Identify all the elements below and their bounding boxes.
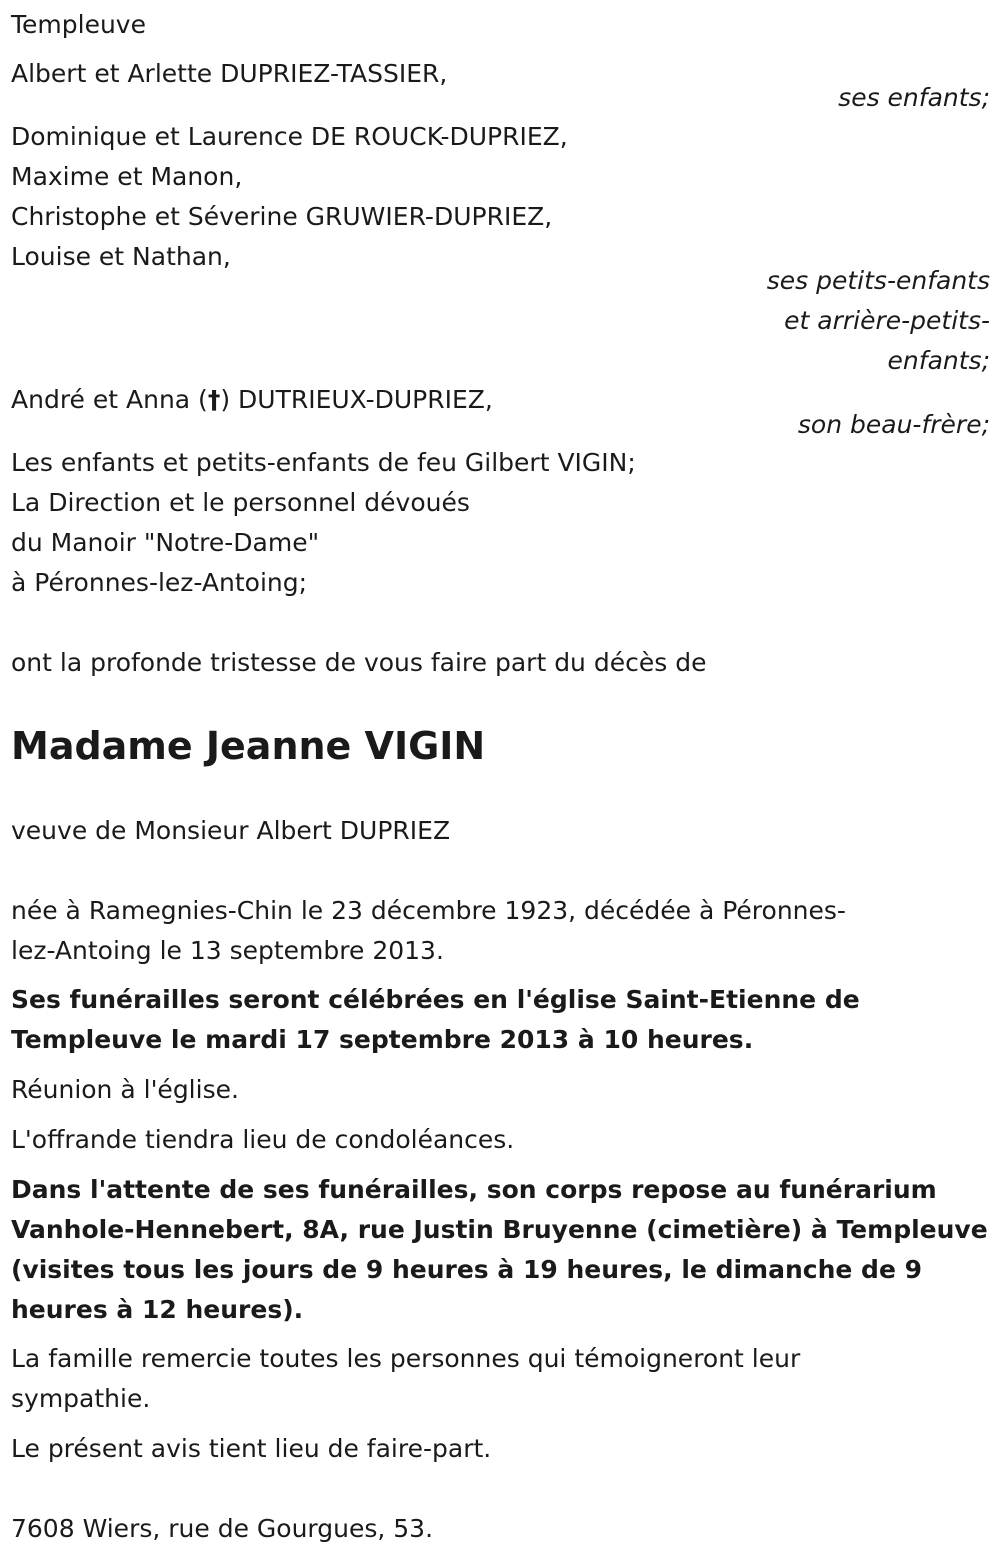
address: 7608 Wiers, rue de Gourgues, 53.	[11, 1514, 434, 1543]
grandchildren-line: Dominique et Laurence DE ROUCK-DUPRIEZ,	[11, 122, 568, 151]
brother-in-law-after: ) DUTRIEUX-DUPRIEZ,	[220, 385, 493, 414]
funeral-ceremony: Ses funérailles seront célébrées en l'église Saint-Etienne de	[11, 985, 860, 1014]
offering: L'offrande tiendra lieu de condoléances.	[11, 1125, 515, 1154]
deceased-name: Madame Jeanne VIGIN	[11, 724, 486, 768]
others-line: Les enfants et petits-enfants de feu Gilbert VIGIN;	[11, 448, 636, 477]
grandchildren-line: Christophe et Séverine GRUWIER-DUPRIEZ,	[11, 202, 553, 231]
grandchildren-role: et arrière-petits-	[784, 306, 990, 335]
funeral-ceremony: Templeuve le mardi 17 septembre 2013 à 10 heures.	[11, 1025, 754, 1054]
brother-in-law-before: André et Anna (	[11, 385, 208, 414]
birth-death: lez-Antoing le 13 septembre 2013.	[11, 936, 444, 965]
meeting: Réunion à l'église.	[11, 1075, 239, 1104]
notice: Le présent avis tient lieu de faire-part.	[11, 1434, 492, 1463]
rest-info: Vanhole-Hennebert, 8A, rue Justin Bruyenne (cimetière) à Templeuve	[11, 1215, 988, 1244]
others-line: à Péronnes-lez-Antoing;	[11, 568, 308, 597]
birth-death: née à Ramegnies-Chin le 23 décembre 1923, décédée à Péronnes-	[11, 896, 846, 925]
cross-icon: †	[207, 385, 221, 414]
children-role: ses enfants;	[838, 83, 990, 112]
rest-info: heures à 12 heures).	[11, 1295, 304, 1324]
thanks: sympathie.	[11, 1384, 151, 1413]
grandchildren-line: Louise et Nathan,	[11, 242, 231, 271]
announcement: ont la profonde tristesse de vous faire part du décès de	[11, 648, 707, 677]
rest-info: Dans l'attente de ses funérailles, son corps repose au funérarium	[11, 1175, 937, 1204]
brother-in-law-line	[11, 380, 493, 420]
others-line: La Direction et le personnel dévoués	[11, 488, 470, 517]
thanks: La famille remercie toutes les personnes qui témoigneront leur	[11, 1344, 801, 1373]
grandchildren-role: ses petits-enfants	[766, 266, 990, 295]
grandchildren-line: Maxime et Manon,	[11, 162, 243, 191]
grandchildren-role: enfants;	[887, 346, 990, 375]
others-line: du Manoir "Notre-Dame"	[11, 528, 320, 557]
brother-in-law-role: son beau-frère;	[797, 410, 990, 439]
rest-info: (visites tous les jours de 9 heures à 19 heures, le dimanche de 9	[11, 1255, 922, 1284]
children-line: Albert et Arlette DUPRIEZ-TASSIER,	[11, 59, 448, 88]
widow-of: veuve de Monsieur Albert DUPRIEZ	[11, 816, 451, 845]
city: Templeuve	[11, 10, 146, 39]
